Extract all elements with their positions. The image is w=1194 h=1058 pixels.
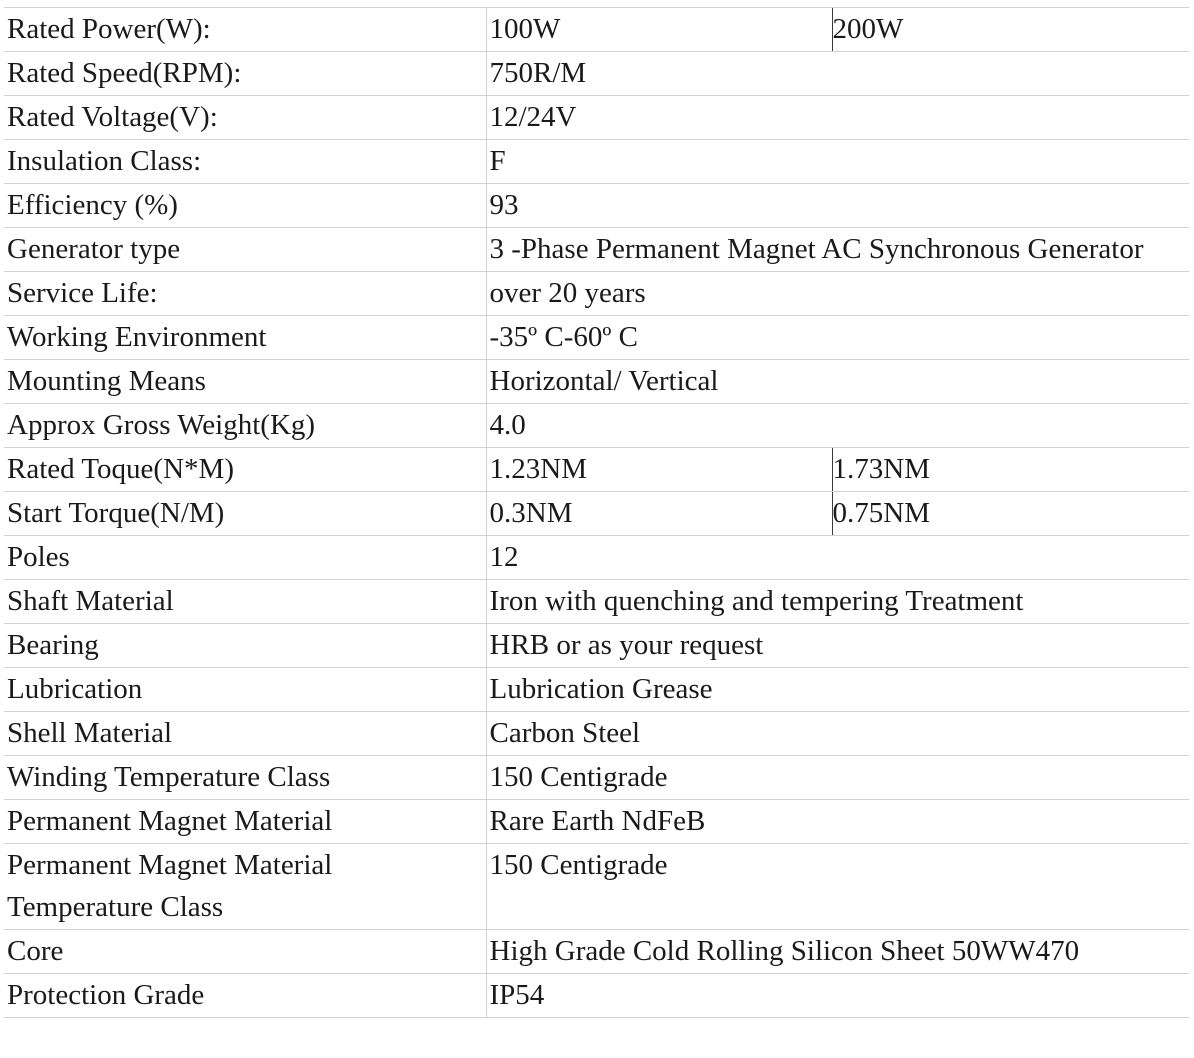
spec-value: Lubrication Grease bbox=[486, 668, 1189, 712]
spec-label: Rated Power(W): bbox=[4, 8, 486, 52]
spec-label: Protection Grade bbox=[4, 974, 486, 1018]
table-row bbox=[4, 800, 1189, 844]
table-row bbox=[4, 974, 1189, 1018]
table-row bbox=[4, 492, 1189, 536]
spec-label: Shell Material bbox=[4, 712, 486, 756]
table-row bbox=[4, 536, 1189, 580]
spec-table-body bbox=[4, 8, 1189, 1018]
spec-label: Service Life: bbox=[4, 272, 486, 316]
spec-label: Lubrication bbox=[4, 668, 486, 712]
spec-label: Working Environment bbox=[4, 316, 486, 360]
spec-label: Permanent Magnet Material Temperature Class bbox=[4, 844, 486, 930]
spec-label: Shaft Material bbox=[4, 580, 486, 624]
table-row bbox=[4, 844, 1189, 930]
spec-value-secondary: 200W bbox=[832, 8, 1189, 52]
table-row bbox=[4, 184, 1189, 228]
spec-value: Carbon Steel bbox=[486, 712, 1189, 756]
spec-value: 4.0 bbox=[486, 404, 1189, 448]
spec-value: 12/24V bbox=[486, 96, 1189, 140]
table-row bbox=[4, 756, 1189, 800]
spec-value: Iron with quenching and tempering Treatment bbox=[486, 580, 1189, 624]
spec-label: Rated Toque(N*M) bbox=[4, 448, 486, 492]
spec-label: Bearing bbox=[4, 624, 486, 668]
spec-value-secondary: 0.75NM bbox=[832, 492, 1189, 536]
spec-value: HRB or as your request bbox=[486, 624, 1189, 668]
spec-value: High Grade Cold Rolling Silicon Sheet 50WW470 bbox=[486, 930, 1189, 974]
spec-value: 93 bbox=[486, 184, 1189, 228]
spec-label: Permanent Magnet Material bbox=[4, 800, 486, 844]
spec-value: IP54 bbox=[486, 974, 1189, 1018]
table-row bbox=[4, 930, 1189, 974]
spec-label: Start Torque(N/M) bbox=[4, 492, 486, 536]
table-row bbox=[4, 228, 1189, 272]
spec-value: 100W bbox=[486, 8, 832, 52]
spec-label: Efficiency (%) bbox=[4, 184, 486, 228]
table-row bbox=[4, 668, 1189, 712]
table-row bbox=[4, 448, 1189, 492]
spec-value-secondary: 1.73NM bbox=[832, 448, 1189, 492]
table-row bbox=[4, 316, 1189, 360]
spec-value: -35º C-60º C bbox=[486, 316, 1189, 360]
table-row bbox=[4, 360, 1189, 404]
spec-table bbox=[4, 7, 1189, 1018]
spec-value: 150 Centigrade bbox=[486, 844, 1189, 930]
spec-value: 3 -Phase Permanent Magnet AC Synchronous Generator bbox=[486, 228, 1189, 272]
spec-label: Mounting Means bbox=[4, 360, 486, 404]
spec-value: Horizontal/ Vertical bbox=[486, 360, 1189, 404]
spec-value: 1.23NM bbox=[486, 448, 832, 492]
spec-value: 150 Centigrade bbox=[486, 756, 1189, 800]
table-row bbox=[4, 624, 1189, 668]
spec-value: 12 bbox=[486, 536, 1189, 580]
spec-label: Generator type bbox=[4, 228, 486, 272]
table-row bbox=[4, 140, 1189, 184]
spec-label: Rated Voltage(V): bbox=[4, 96, 486, 140]
table-row bbox=[4, 404, 1189, 448]
spec-value: over 20 years bbox=[486, 272, 1189, 316]
spec-value: F bbox=[486, 140, 1189, 184]
spec-label: Insulation Class: bbox=[4, 140, 486, 184]
table-row bbox=[4, 96, 1189, 140]
table-row bbox=[4, 712, 1189, 756]
spec-label: Core bbox=[4, 930, 486, 974]
spec-value: Rare Earth NdFeB bbox=[486, 800, 1189, 844]
spec-label: Poles bbox=[4, 536, 486, 580]
table-row bbox=[4, 52, 1189, 96]
spec-label: Winding Temperature Class bbox=[4, 756, 486, 800]
table-row bbox=[4, 580, 1189, 624]
spec-value: 750R/M bbox=[486, 52, 1189, 96]
table-row bbox=[4, 272, 1189, 316]
spec-label: Rated Speed(RPM): bbox=[4, 52, 486, 96]
spec-value: 0.3NM bbox=[486, 492, 832, 536]
table-row bbox=[4, 8, 1189, 52]
spec-label: Approx Gross Weight(Kg) bbox=[4, 404, 486, 448]
